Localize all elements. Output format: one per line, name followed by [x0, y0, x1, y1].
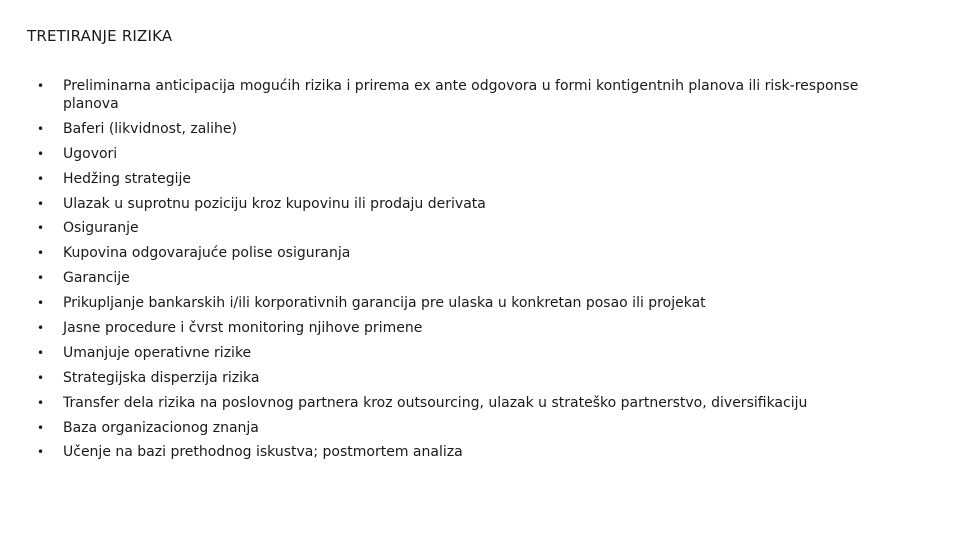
bullet-item: [37, 219, 887, 237]
bullet-dot-icon: •: [37, 395, 45, 410]
bullet-item: [37, 369, 887, 387]
bullet-text: Prikupljanje bankarskih i/ili korporativnih garancija pre ulaska u konkretan posao ili projekat: [63, 295, 706, 312]
bullet-dot-icon: •: [37, 296, 45, 311]
bullet-dot-icon: •: [37, 146, 45, 161]
bullet-item: [37, 77, 887, 113]
bullet-dot-icon: •: [37, 121, 45, 136]
bullet-item: [37, 195, 887, 213]
bullet-item: [37, 394, 887, 412]
bullet-dot-icon: •: [37, 445, 45, 460]
bullet-text: Jasne procedure i čvrst monitoring njihove primene: [63, 320, 423, 337]
bullet-list: [37, 77, 887, 468]
bullet-dot-icon: •: [37, 321, 45, 336]
bullet-text: Osiguranje: [63, 220, 139, 237]
slide-title: TRETIRANJE RIZIKA: [27, 27, 173, 45]
bullet-text: Baza organizacionog znanja: [63, 419, 259, 436]
bullet-text: Garancije: [63, 270, 130, 287]
bullet-item: [37, 170, 887, 188]
bullet-dot-icon: •: [37, 196, 45, 211]
bullet-item: [37, 443, 887, 461]
bullet-dot-icon: •: [37, 171, 45, 186]
bullet-item: [37, 269, 887, 287]
bullet-text: Preliminarna anticipacija mogućih rizika i prirema ex ante odgovora u formi kontigentnih planova ili risk-response planova: [63, 78, 859, 112]
bullet-item: [37, 344, 887, 362]
bullet-text: Ulazak u suprotnu poziciju kroz kupovinu ili prodaju derivata: [63, 195, 486, 212]
bullet-text: Ugovori: [63, 145, 118, 162]
bullet-text: Učenje na bazi prethodnog iskustva; postmortem analiza: [63, 444, 463, 461]
bullet-item: [37, 419, 887, 437]
bullet-text: Hedžing strategije: [63, 170, 191, 187]
bullet-dot-icon: •: [37, 221, 45, 236]
bullet-item: [37, 319, 887, 337]
bullet-text: Baferi (likvidnost, zalihe): [63, 120, 238, 137]
bullet-item: [37, 244, 887, 262]
bullet-text: Strategijska disperzija rizika: [63, 369, 260, 386]
bullet-text: Kupovina odgovarajuće polise osiguranja: [63, 245, 351, 262]
bullet-dot-icon: •: [37, 420, 45, 435]
bullet-item: [37, 294, 887, 312]
bullet-dot-icon: •: [37, 345, 45, 360]
bullet-item: [37, 120, 887, 138]
bullet-dot-icon: •: [37, 246, 45, 261]
bullet-text: Umanjuje operativne rizike: [63, 344, 252, 361]
bullet-dot-icon: •: [37, 370, 45, 385]
bullet-item: [37, 145, 887, 163]
bullet-text: Transfer dela rizika na poslovnog partnera kroz outsourcing, ulazak u strateško partnerstvo, diversifikaciju: [63, 394, 808, 411]
bullet-dot-icon: •: [37, 79, 45, 93]
bullet-dot-icon: •: [37, 271, 45, 286]
